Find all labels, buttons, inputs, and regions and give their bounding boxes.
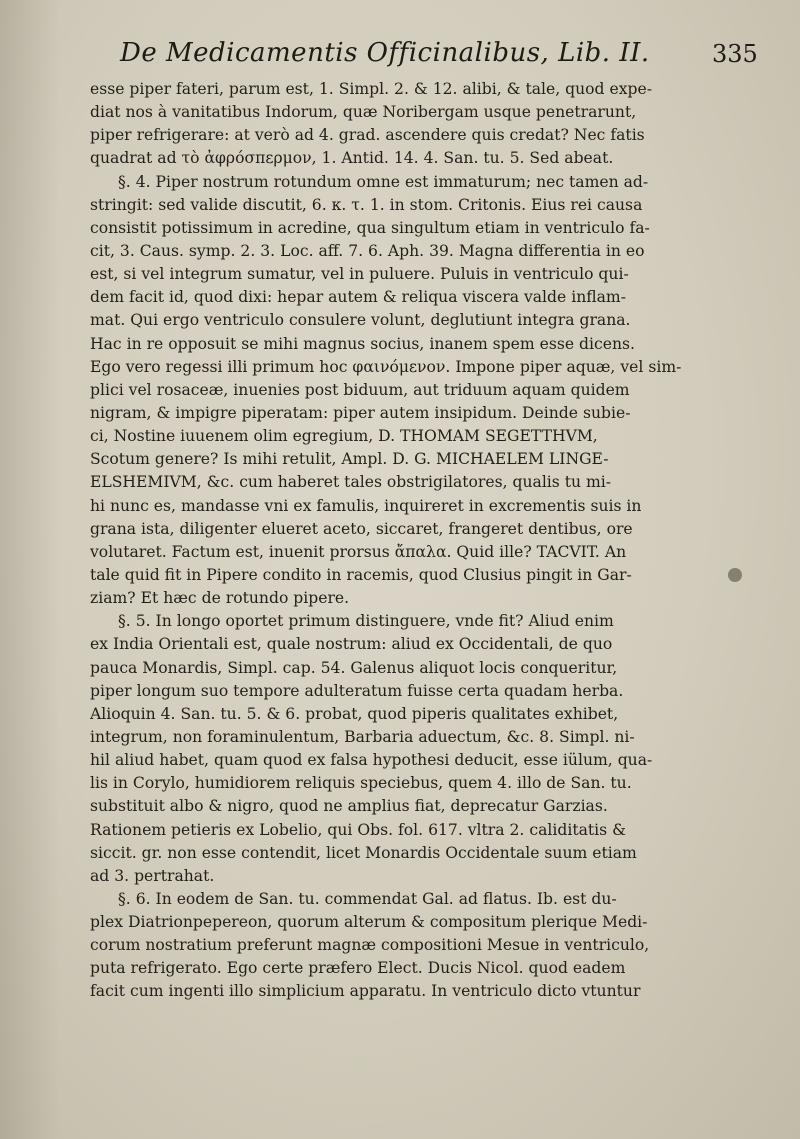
text-line: mat. Qui ergo ventriculo consulere volunt, deglutiunt integra grana.: [90, 311, 631, 330]
paragraph-start-line: §. 6. In eodem de San. tu. commendat Gal. ad flatus. Ib. est du-: [118, 889, 617, 908]
text-line: diat nos à vanitatibus Indorum, quæ Noribergam usque penetrarunt,: [90, 103, 637, 122]
text-line: stringit: sed valide discutit, 6. κ. τ. 1. in stom. Critonis. Eius rei causa: [90, 195, 643, 214]
text-line: esse piper fateri, parum est, 1. Simpl. 2. & 12. alibi, & tale, quod expe-: [90, 80, 652, 98]
text-line: Scotum genere? Is mihi retulit, Ampl. D. G. MICHAELEM LINGE-: [90, 450, 609, 469]
running-head: De Medicamentis Officinalibus, Lib. II.: [120, 38, 650, 68]
text-line: nigram, & impigre piperatam: piper autem insipidum. Deinde subie-: [90, 403, 631, 422]
text-line: plex Diatrionpepereon, quorum alterum & compositum plerique Medi-: [90, 913, 648, 932]
text-line: pauca Monardis, Simpl. cap. 54. Galenus aliquot locis conqueritur,: [90, 658, 618, 677]
text-line: Alioquin 4. San. tu. 5. & 6. probat, quod piperis qualitates exhibet,: [90, 704, 619, 723]
text-line: tale quid fit in Pipere condito in racemis, quod Clusius pingit in Gar-: [90, 565, 632, 584]
page-number: 335: [712, 40, 758, 68]
text-body: [90, 78, 725, 1004]
text-line: hil aliud habet, quam quod ex falsa hypothesi deducit, esse iülum, qua-: [90, 751, 653, 770]
text-line: lis in Corylo, humidiorem reliquis speciebus, quem 4. illo de San. tu.: [90, 774, 632, 793]
text-line: dem facit id, quod dixi: hepar autem & reliqua viscera valde inflam-: [90, 288, 626, 307]
text-line: piper longum suo tempore adulteratum fuisse certa quadam herba.: [90, 681, 624, 700]
text-line: Rationem petieris ex Lobelio, qui Obs. fol. 617. vltra 2. caliditatis &: [90, 820, 626, 839]
text-line: volutaret. Factum est, inuenit prorsus ἄπαλα. Quid ille? TACVIT. An: [90, 542, 627, 561]
text-line: puta refrigerato. Ego certe præfero Elect. Ducis Nicol. quod eadem: [90, 959, 626, 978]
text-line: integrum, non foraminulentum, Barbaria aduectum, &c. 8. Simpl. ni-: [90, 727, 635, 746]
text-line: ci, Nostine iuuenem olim egregium, D. THOMAM SEGETTHVM,: [90, 427, 598, 446]
text-line: ad 3. pertrahat.: [90, 866, 215, 885]
text-line: piper refrigerare: at verò ad 4. grad. ascendere quis credat? Nec fatis: [90, 126, 645, 145]
text-line: grana ista, diligenter elueret aceto, siccaret, frangeret dentibus, ore: [90, 519, 633, 538]
text-line: cit, 3. Caus. symp. 2. 3. Loc. aff. 7. 6. Aph. 39. Magna differentia in eo: [90, 241, 645, 260]
text-line: quadrat ad τὸ ἀφρόσπερμον, 1. Antid. 14. 4. San. tu. 5. Sed abeat.: [90, 149, 614, 168]
text-line: corum nostratium preferunt magnæ compositioni Mesue in ventriculo,: [90, 936, 650, 955]
paragraph-start-line: §. 4. Piper nostrum rotundum omne est immaturum; nec tamen ad-: [118, 172, 649, 191]
text-line: Ego vero regessi illi primum hoc φαινόμενον. Impone piper aquæ, vel sim-: [90, 357, 682, 376]
text-line: ex India Orientali est, quale nostrum: aliud ex Occidentali, de quo: [90, 635, 613, 654]
text-line: substituit albo & nigro, quod ne amplius fiat, deprecatur Garzias.: [90, 797, 608, 816]
text-line: hi nunc es, mandasse vni ex famulis, inquireret in excrementis suis in: [90, 496, 642, 515]
text-line: ELSHEMIVM, &c. cum haberet tales obstrigilatores, qualis tu mi-: [90, 473, 612, 492]
ink-stain: [728, 568, 742, 582]
text-line: siccit. gr. non esse contendit, licet Monardis Occidentale suum etiam: [90, 843, 637, 862]
text-line: est, si vel integrum sumatur, vel in puluere. Puluis in ventriculo qui-: [90, 265, 629, 284]
page-header: [0, 38, 800, 78]
text-line: consistit potissimum in acredine, qua singultum etiam in ventriculo fa-: [90, 218, 650, 237]
paragraph-start-line: §. 5. In longo oportet primum distinguere, vnde fit? Aliud enim: [118, 612, 614, 631]
text-line: ziam? Et hæc de rotundo pipere.: [90, 589, 350, 608]
page-fold-shadow: [0, 0, 60, 1139]
text-line: facit cum ingenti illo simplicium apparatu. In ventriculo dicto vtuntur: [90, 982, 641, 1001]
text-line: Hac in re opposuit se mihi magnus socius, inanem spem esse dicens.: [90, 334, 635, 353]
text-line: plici vel rosaceæ, inuenies post biduum, aut triduum aquam quidem: [90, 380, 630, 399]
